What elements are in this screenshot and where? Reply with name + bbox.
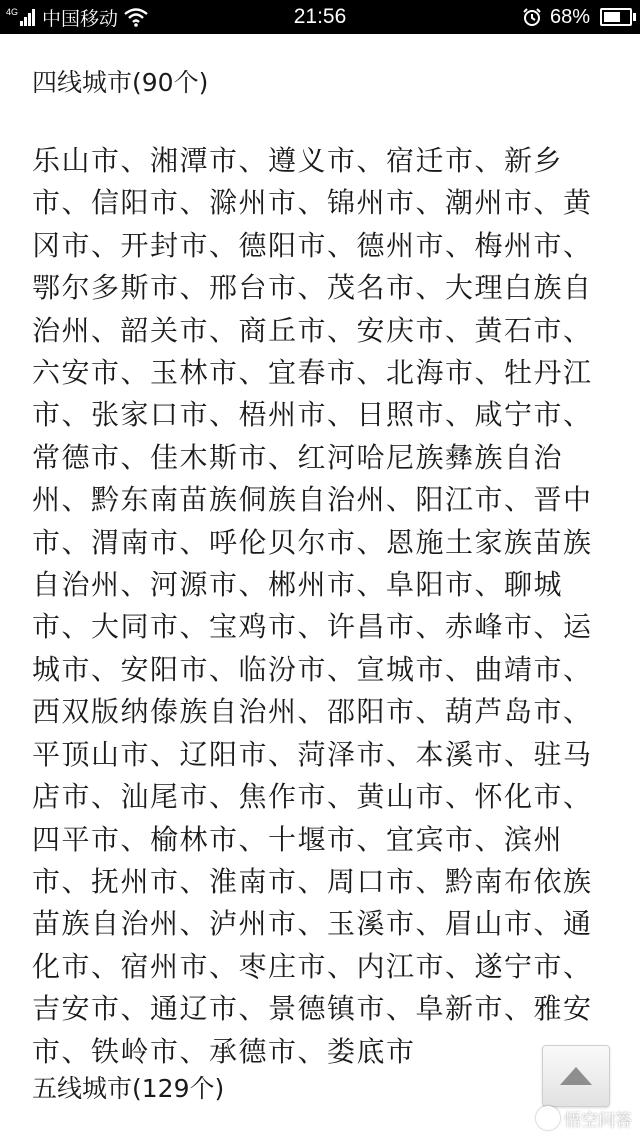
alarm-icon [522, 7, 542, 27]
battery-icon [600, 8, 632, 26]
wukong-logo-icon [536, 1106, 560, 1130]
watermark-text: 悟空问答 [564, 1110, 632, 1131]
status-bar [0, 0, 640, 34]
watermark [536, 1104, 632, 1132]
section-title-tier5: 五线城市(129个) [32, 1074, 225, 1103]
city-list-tier4: 乐山市、湘潭市、遵义市、宿迁市、新乡市、信阳市、滁州市、锦州市、潮州市、黄冈市、开封市、德阳市、德州市、梅州市、鄂尔多斯市、邢台市、茂名市、大理白族自治州、韶关市、商丘市、安庆市、黄石市、六安市、玉林市、宜春市、北海市、牡丹江市、张家口市、梧州市、日照市、咸宁市、常德市、佳木斯市、红河哈尼族彝族自治州、黔东南苗族侗族自治州、阳江市、晋中市、渭南市、呼伦贝尔市、恩施土家族苗族自治州、河源市、郴州市、阜阳市、聊城市、大同市、宝鸡市、许昌市、赤峰市、运城市、安阳市、临汾市、宣城市、曲靖市、西双版纳傣族自治州、邵阳市、葫芦岛市、平顶山市、辽阳市、菏泽市、本溪市、驻马店市、汕尾市、焦作市、黄山市、怀化市、四平市、榆林市、十堰市、宜宾市、滨州市、抚州市、淮南市、周口市、黔南布依族苗族自治州、泸州市、玉溪市、眉山市、通化市、宿州市、枣庄市、内江市、遂宁市、吉安市、通辽市、景德镇市、阜新市、雅安市、铁岭市、承德市、娄底市 [32, 144, 593, 1068]
section-title-tier4: 四线城市(90个) [32, 68, 209, 97]
battery-percent: 68% [549, 5, 590, 28]
clock: 21:56 [293, 5, 347, 28]
status-right [522, 4, 632, 30]
battery-level [604, 12, 620, 22]
carrier-name: 中国移动 [42, 7, 119, 30]
arrow-up-icon [559, 1066, 593, 1086]
network-type: 4G [6, 7, 19, 17]
scroll-to-top-button[interactable] [542, 1045, 610, 1107]
